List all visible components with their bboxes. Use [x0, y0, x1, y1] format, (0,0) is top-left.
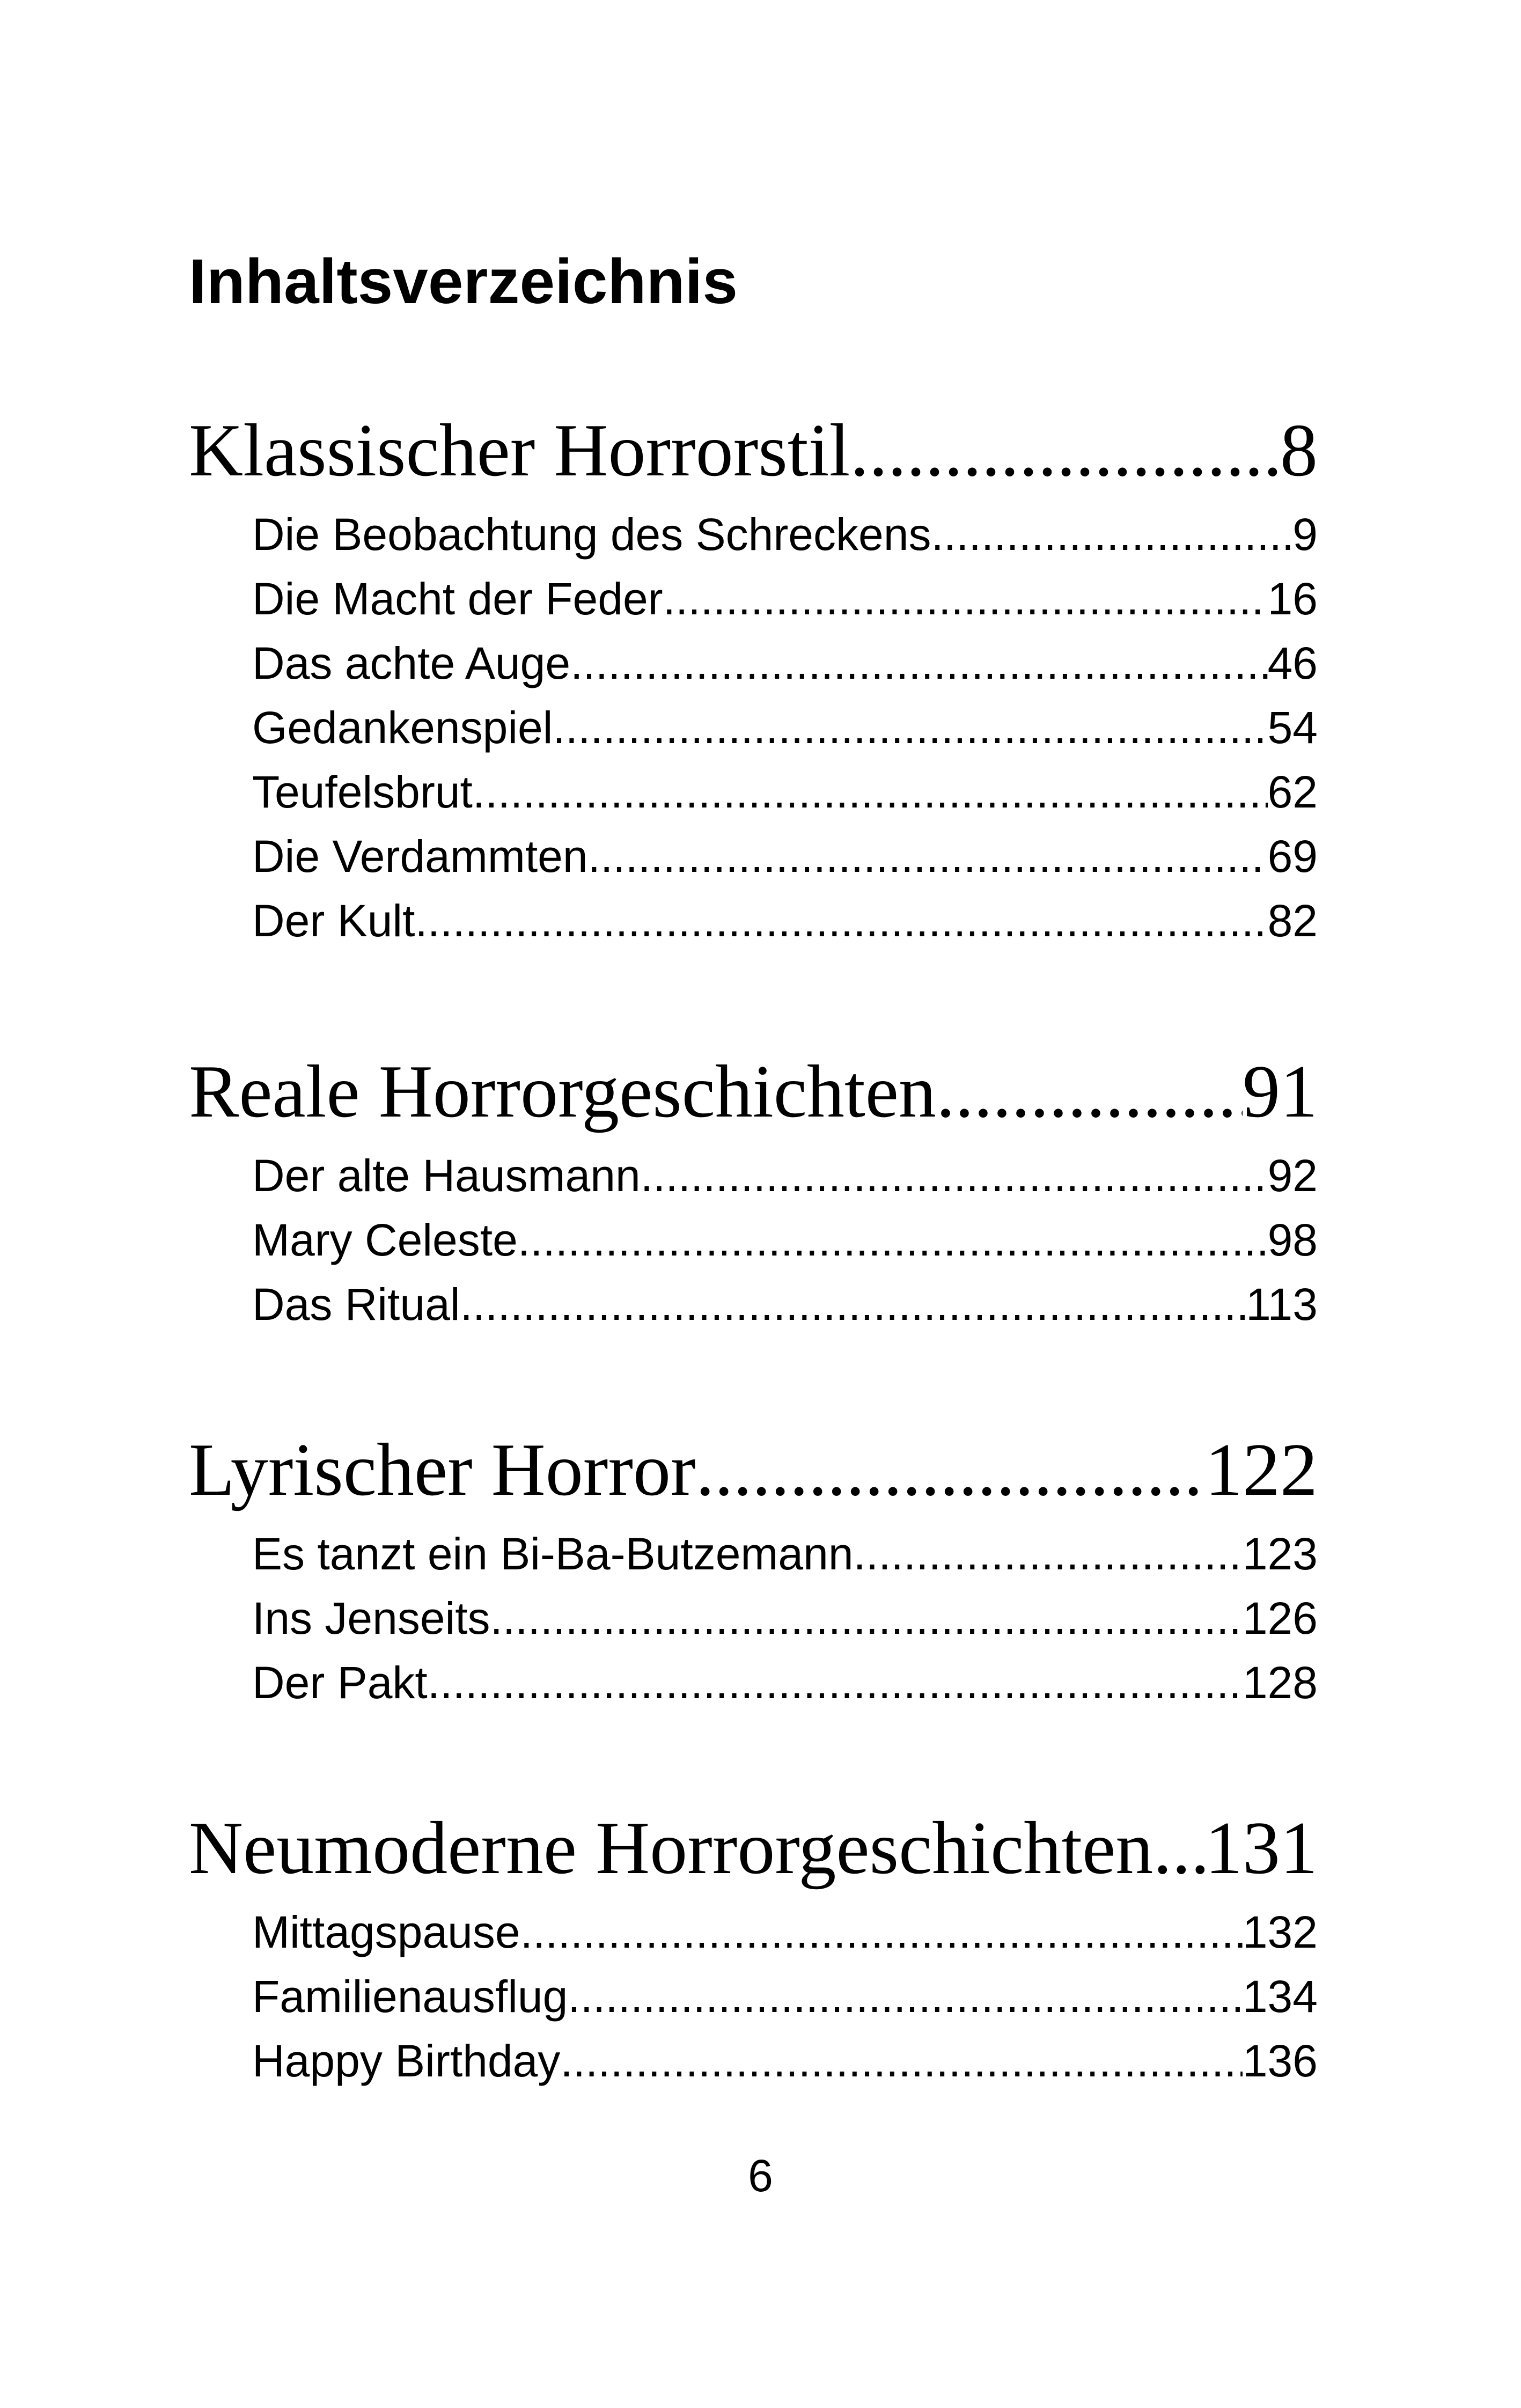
- section-page-number: 8: [1280, 409, 1318, 492]
- dot-leader: [560, 2029, 1243, 2093]
- toc-entry: [252, 889, 1318, 953]
- entry-title: Die Macht der Feder: [252, 574, 663, 624]
- entry-title: Ins Jenseits: [252, 1593, 490, 1643]
- dot-leader: [854, 1522, 1243, 1586]
- entry-title: Happy Birthday: [252, 2036, 561, 2086]
- section-title: Lyrischer Horror: [189, 1428, 696, 1511]
- section-entry: [189, 1805, 1318, 1891]
- entry-page-number: 69: [1267, 831, 1318, 882]
- entry-list: [189, 1900, 1318, 2093]
- entry-title: Familienausflug: [252, 1971, 568, 2022]
- entry-page-number: 9: [1292, 509, 1318, 560]
- toc-entry: [252, 567, 1318, 631]
- entry-list: [189, 1143, 1318, 1337]
- dot-leader: [641, 1143, 1268, 1208]
- dot-leader: [518, 1208, 1268, 1272]
- dot-leader: [520, 1900, 1243, 1964]
- dot-leader: [553, 695, 1267, 760]
- entry-title: Die Beobachtung des Schreckens: [252, 509, 931, 560]
- dot-leader: [1153, 1805, 1205, 1891]
- toc-entry: [252, 1650, 1318, 1715]
- dot-leader: [663, 567, 1268, 631]
- dot-leader: [415, 889, 1267, 953]
- entry-page-number: 132: [1242, 1907, 1318, 1957]
- toc-entry: [252, 631, 1318, 695]
- section-page-number: 91: [1243, 1050, 1318, 1133]
- entry-page-number: 62: [1267, 767, 1318, 817]
- entry-title: Das Ritual: [252, 1279, 460, 1330]
- toc-entry: [252, 1900, 1318, 1964]
- dot-leader: [570, 631, 1267, 695]
- entry-page-number: 98: [1267, 1215, 1318, 1265]
- toc-entry: [252, 760, 1318, 824]
- entry-title: Es tanzt ein Bi-Ba-Butzemann: [252, 1529, 854, 1579]
- section-page-number: 122: [1205, 1428, 1318, 1511]
- entry-list: [189, 502, 1318, 953]
- dot-leader: [460, 1272, 1246, 1337]
- toc-section-neumoderne-horrorgeschichten: [189, 1805, 1318, 2093]
- dot-leader: [850, 408, 1280, 494]
- toc-section-klassischer-horrorstil: [189, 408, 1318, 953]
- dot-leader: [490, 1586, 1243, 1650]
- entry-page-number: 123: [1242, 1529, 1318, 1579]
- toc-entry: [252, 1143, 1318, 1208]
- dot-leader: [473, 760, 1268, 824]
- entry-page-number: 92: [1267, 1150, 1318, 1201]
- toc-entry: [252, 824, 1318, 889]
- section-title: Neumoderne Horrorgeschichten: [189, 1807, 1153, 1890]
- entry-title: Die Verdammten: [252, 831, 588, 882]
- dot-leader: [428, 1650, 1243, 1715]
- entry-page-number: 134: [1242, 1971, 1318, 2022]
- entry-page-number: 82: [1267, 895, 1318, 946]
- dot-leader: [696, 1427, 1205, 1513]
- entry-title: Mittagspause: [252, 1907, 520, 1957]
- toc-entry: [252, 1208, 1318, 1272]
- entry-page-number: 16: [1267, 574, 1318, 624]
- toc-entry: [252, 1522, 1318, 1586]
- entry-title: Teufelsbrut: [252, 767, 473, 817]
- dot-leader: [568, 1964, 1243, 2029]
- entry-list: [189, 1522, 1318, 1715]
- page-number: 6: [748, 2150, 773, 2201]
- entry-title: Das achte Auge: [252, 638, 571, 688]
- entry-page-number: 126: [1242, 1593, 1318, 1643]
- dot-leader: [588, 824, 1268, 889]
- entry-page-number: 128: [1242, 1657, 1318, 1708]
- toc-section-reale-horrorgeschichten: [189, 1049, 1318, 1337]
- entry-page-number: 113: [1246, 1279, 1318, 1330]
- toc-entry: [252, 1586, 1318, 1650]
- entry-title: Der Pakt: [252, 1657, 428, 1708]
- dot-leader: [931, 502, 1292, 567]
- section-title: Reale Horrorgeschichten: [189, 1050, 936, 1133]
- dot-leader: [936, 1049, 1243, 1135]
- toc-entry: [252, 695, 1318, 760]
- section-title: Klassischer Horrorstil: [189, 409, 850, 492]
- entry-title: Gedankenspiel: [252, 702, 553, 753]
- toc-entry: [252, 1272, 1318, 1337]
- section-page-number: 131: [1205, 1807, 1318, 1890]
- toc-heading: Inhaltsverzeichnis: [189, 246, 738, 317]
- toc-section-lyrischer-horror: [189, 1427, 1318, 1715]
- entry-title: Der Kult: [252, 895, 415, 946]
- section-entry: [189, 1049, 1318, 1135]
- section-entry: [189, 1427, 1318, 1513]
- toc-entry: [252, 1964, 1318, 2029]
- entry-title: Der alte Hausmann: [252, 1150, 641, 1201]
- entry-page-number: 136: [1242, 2036, 1318, 2086]
- entry-page-number: 54: [1267, 702, 1318, 753]
- toc-entry: [252, 502, 1318, 567]
- toc-entry: [252, 2029, 1318, 2093]
- entry-title: Mary Celeste: [252, 1215, 518, 1265]
- entry-page-number: 46: [1267, 638, 1318, 688]
- section-entry: [189, 408, 1318, 494]
